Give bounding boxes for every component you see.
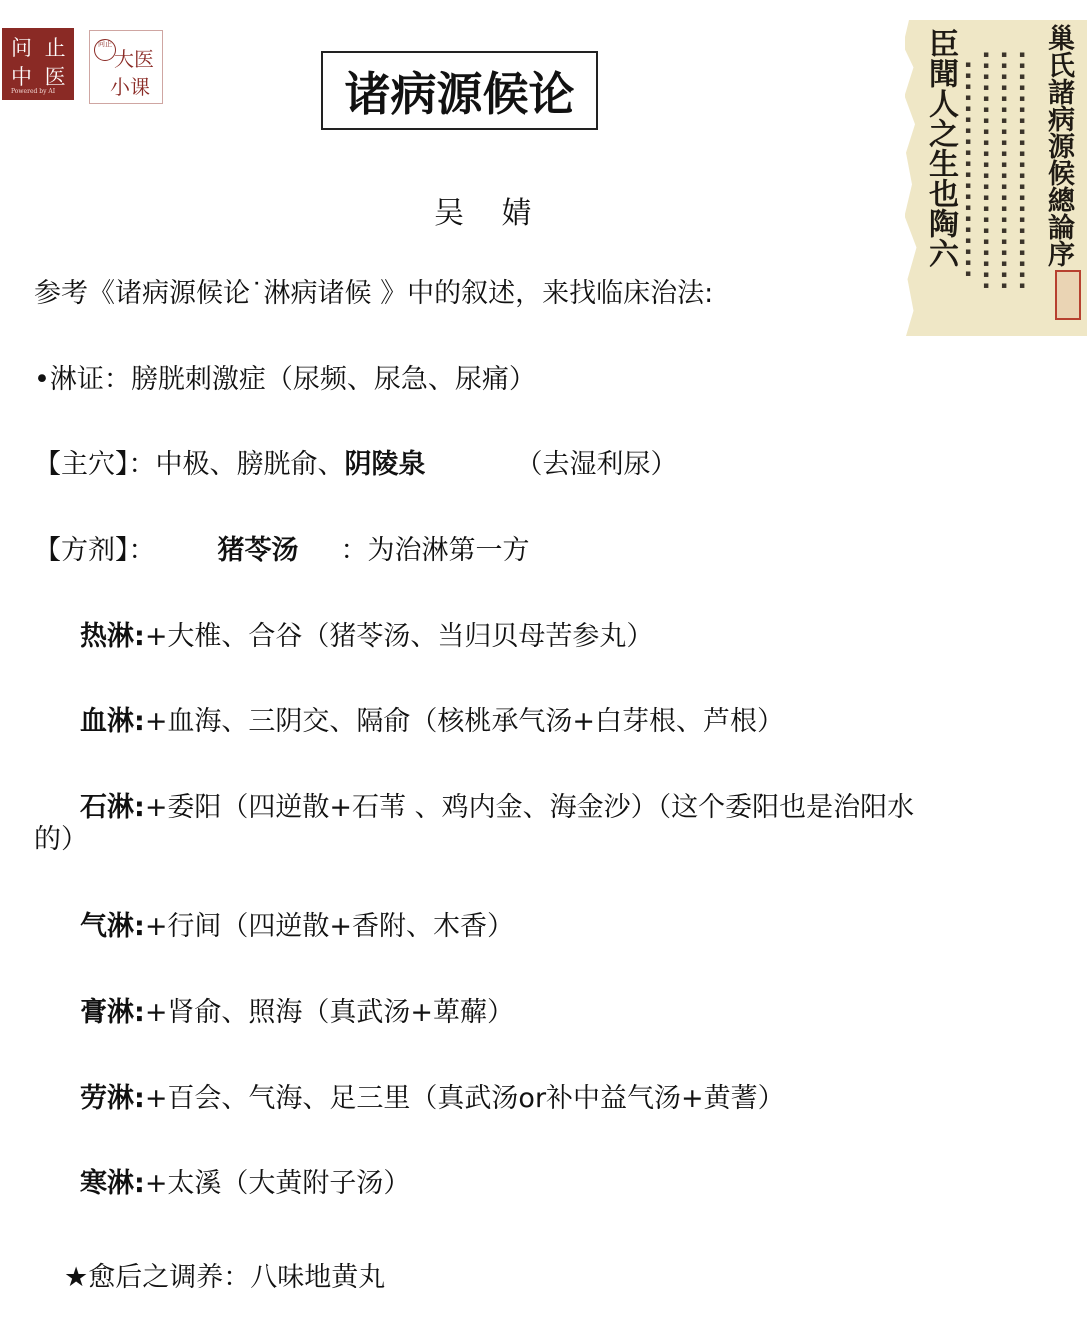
wenzhi-tcm-logo [2, 28, 74, 100]
type-name: 石淋: [80, 792, 145, 823]
list-item [80, 705, 784, 739]
book-small-text: ▪ ▪ ▪ ▪ ▪ ▪ ▪ ▪ ▪ ▪ ▪ ▪ ▪ ▪ ▪ ▪ ▪ ▪ ▪ ▪ [964, 60, 972, 279]
formula-name: 猪苓汤 [217, 535, 299, 566]
list-item [80, 620, 653, 654]
main-acupoints-effect: （去湿利尿） [515, 449, 678, 480]
type-detail: +百会、气海、足三里（真武汤or补中益气汤+黄蓍） [144, 1083, 785, 1114]
book-small-text: ▪ ▪ ▪ ▪ ▪ ▪ ▪ ▪ ▪ ▪ ▪ ▪ ▪ ▪ ▪ ▪ ▪ ▪ ▪ ▪ ▪ ▪ [1000, 50, 1008, 291]
type-detail: +血海、三阴交、隔俞（核桃承气汤+白芽根、芦根） [144, 706, 785, 737]
type-name: 膏淋: [80, 997, 145, 1028]
book-column-2 [923, 28, 958, 276]
intro-text: 参考《诸病源候论˙淋病诸候 》中的叙述，来找临床治法: [34, 278, 714, 309]
logo-text-line1: 问 止 [11, 36, 69, 60]
type-name: 血淋: [80, 706, 145, 737]
type-name: 劳淋: [80, 1083, 145, 1114]
aftercare-line: ★愈后之调养：八味地黄丸 [64, 1262, 386, 1293]
list-item [80, 996, 514, 1030]
logo-text-line2: 中 医 [11, 65, 69, 89]
type-name: 气淋: [80, 911, 145, 942]
main-acupoints-points: 中极、膀胱俞、 [155, 449, 345, 480]
ancient-book-image [905, 20, 1087, 336]
logo-powered-text: Powered by AI [11, 88, 56, 95]
type-detail: +委阳（四逆散+石苇 、鸡内金、海金沙）（这个委阳也是治阳水 [144, 792, 915, 823]
book-column-1 [1043, 24, 1073, 274]
torn-edge [905, 20, 921, 336]
main-acupoints-bold: 阴陵泉 [344, 449, 426, 480]
formula-line [34, 534, 530, 568]
list-item [80, 910, 514, 944]
author-name: 吴 婧 [434, 196, 546, 231]
list-item [80, 1082, 785, 1116]
book-small-text: ▪ ▪ ▪ ▪ ▪ ▪ ▪ ▪ ▪ ▪ ▪ ▪ ▪ ▪ ▪ ▪ ▪ ▪ ▪ ▪ ▪ ▪ [982, 50, 990, 291]
red-seal-stamp [1055, 270, 1081, 320]
main-acupoints-label: 【主穴】： [34, 449, 156, 480]
list-item-wrap: 的） [34, 824, 88, 855]
dayi-xiaoke-logo [89, 30, 163, 104]
list-item [80, 1167, 410, 1201]
type-detail: +大椎、合谷（猪苓汤、当归贝母苦参丸） [144, 621, 654, 652]
book-column-2-text: 臣聞人之生也陶六 [923, 28, 958, 268]
type-name: 热淋: [80, 621, 145, 652]
logo2-text-line1: 大医 [114, 47, 154, 71]
formula-desc: ：为治淋第一方 [340, 535, 530, 566]
type-detail: +太溪（大黄附子汤） [144, 1168, 411, 1199]
main-acupoints-line [34, 448, 678, 482]
type-detail: +行间（四逆散+香附、木香） [144, 911, 515, 942]
page-title: 诸病源候论 [321, 51, 598, 130]
lin-zheng-line: •淋证：膀胱刺激症（尿频、尿急、尿痛） [34, 364, 536, 395]
type-name: 寒淋: [80, 1168, 145, 1199]
type-detail: +肾俞、照海（真武汤+萆薢） [144, 997, 515, 1028]
logo2-text-line2: 小课 [110, 75, 150, 99]
logo-seal-icon: 问止 [94, 39, 116, 61]
list-item [80, 791, 914, 825]
book-small-text: ▪ ▪ ▪ ▪ ▪ ▪ ▪ ▪ ▪ ▪ ▪ ▪ ▪ ▪ ▪ ▪ ▪ ▪ ▪ ▪ ▪ ▪ [1018, 50, 1026, 291]
formula-label: 【方剂】： [34, 535, 156, 566]
book-column-1-text: 巢氏諸病源候總論序 [1043, 24, 1074, 267]
